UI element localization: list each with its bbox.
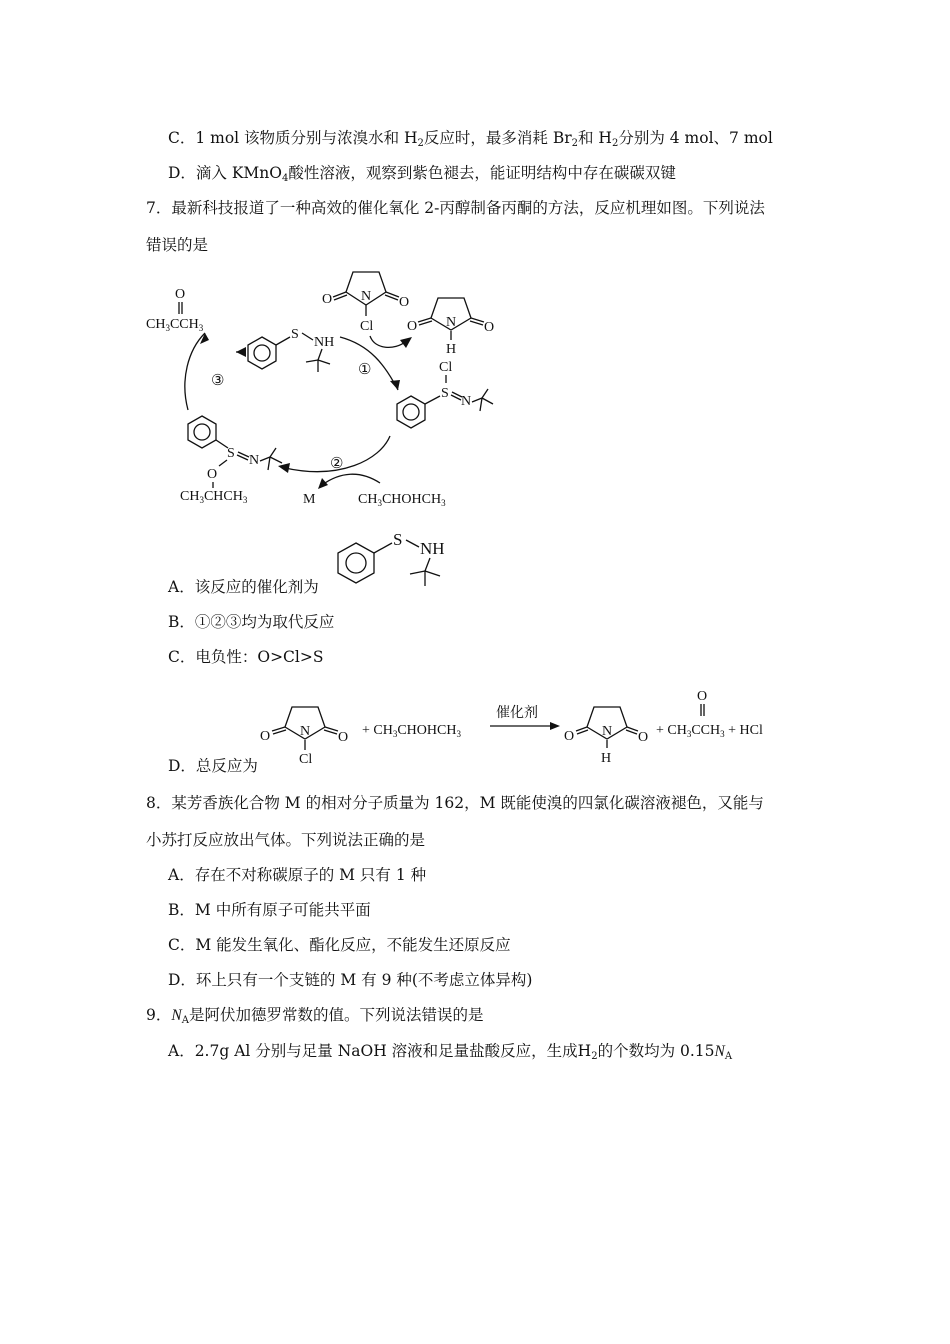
svg-text:O: O	[638, 730, 649, 745]
svg-text:O: O	[484, 320, 495, 335]
q6-option-c: C．1 mol 该物质分别与浓溴水和 $H_2$反应时，最多消耗 $Br_2$和 $H_2$分别为 4 mol、7 mol	[168, 129, 773, 149]
q6-option-d: D．滴入 KMnO$_4$酸性溶液，观察到紫色褪去，能证明结构中存在碳碳双键	[168, 164, 676, 184]
svg-text:O: O	[207, 467, 218, 482]
svg-text:S: S	[227, 446, 235, 461]
overall-reaction	[260, 689, 763, 767]
q8-option-c: C．M 能发生氧化、酯化反应，不能发生还原反应	[168, 936, 511, 954]
svg-text:N: N	[461, 394, 472, 409]
svg-text:S: S	[393, 530, 403, 549]
q7-stem: 7．最新科技报道了一种高效的催化氧化 2-丙醇制备丙酮的方法，反应机理如图。下列说法	[146, 199, 765, 217]
svg-text:N: N	[361, 289, 372, 304]
step-3-label: ③	[211, 373, 225, 389]
sulfenyl-chloride-intermediate	[397, 360, 493, 428]
svg-text:N: N	[249, 453, 260, 468]
alkoxy-formula: $CH_3CHCH_3$	[180, 489, 248, 505]
catalyst-label: 催化剂	[496, 705, 538, 721]
svg-text:N: N	[300, 724, 311, 739]
svg-text:O: O	[260, 729, 271, 744]
step-2-label: ②	[330, 456, 344, 472]
svg-text:Cl: Cl	[439, 360, 453, 375]
svg-text:O: O	[322, 292, 333, 307]
q8-option-b: B．M 中所有原子可能共平面	[168, 901, 371, 919]
svg-text:N: N	[602, 724, 613, 739]
svg-text:NH: NH	[420, 539, 445, 558]
svg-text:O: O	[338, 730, 349, 745]
q9-stem: 9．$N_A$是阿伏加德罗常数的值。下列说法错误的是	[146, 1006, 484, 1026]
q9-option-a: A．2.7g Al 分别与足量 NaOH 溶液和足量盐酸反应，生成$H_2$的个数均为 $0.15N_A$	[168, 1042, 733, 1062]
svg-text:Cl: Cl	[299, 752, 313, 767]
q7-option-c: C．电负性：O>Cl>S	[168, 648, 324, 666]
svg-text:O: O	[697, 689, 708, 704]
q8-stem-cont: 小苏打反应放出气体。下列说法正确的是	[146, 831, 426, 849]
acetone-structure	[146, 287, 204, 333]
svg-text:N: N	[446, 315, 457, 330]
svg-text:Cl: Cl	[360, 319, 374, 334]
q7-stem-cont: 错误的是	[146, 236, 209, 254]
catalyst-structure	[248, 327, 334, 372]
q7-option-b: B．①②③均为取代反应	[168, 613, 335, 631]
alkoxy-intermediate	[180, 416, 282, 505]
overall-alcohol: + $CH_3CHOHCH_3$	[362, 723, 461, 739]
svg-text:H: H	[601, 751, 612, 766]
arrow-head	[200, 333, 209, 344]
q8-stem: 8．某芳香族化合物 M 的相对分子质量为 162，M 既能使溴的四氯化碳溶液褪色，又能与	[146, 794, 764, 812]
q7-option-d: D．总反应为	[168, 757, 258, 775]
ncs-structure	[322, 272, 409, 334]
succinimide-structure	[407, 298, 494, 357]
acetone-formula: $CH_3CCH_3$	[146, 317, 204, 333]
isopropanol-formula: $CH_3CHOHCH_3$	[358, 492, 446, 508]
q7-option-a: A．该反应的催化剂为	[168, 578, 319, 596]
m-label: M	[303, 492, 316, 507]
q8-option-d: D．环上只有一个支链的 M 有 9 种(不考虑立体异构)	[168, 971, 533, 989]
svg-text:O: O	[564, 729, 575, 744]
svg-text:O: O	[407, 319, 418, 334]
svg-text:S: S	[441, 386, 449, 401]
svg-text:O: O	[399, 295, 410, 310]
svg-text:O: O	[175, 287, 186, 302]
svg-text:NH: NH	[314, 335, 335, 350]
option-a-catalyst-structure	[338, 530, 445, 586]
overall-acetone: + $CH_3CCH_3$ + HCl	[656, 723, 763, 739]
q8-option-a: A．存在不对称碳原子的 M 只有 1 种	[168, 866, 427, 884]
svg-text:H: H	[446, 342, 457, 357]
step-1-label: ①	[358, 362, 372, 378]
svg-text:S: S	[291, 327, 299, 342]
